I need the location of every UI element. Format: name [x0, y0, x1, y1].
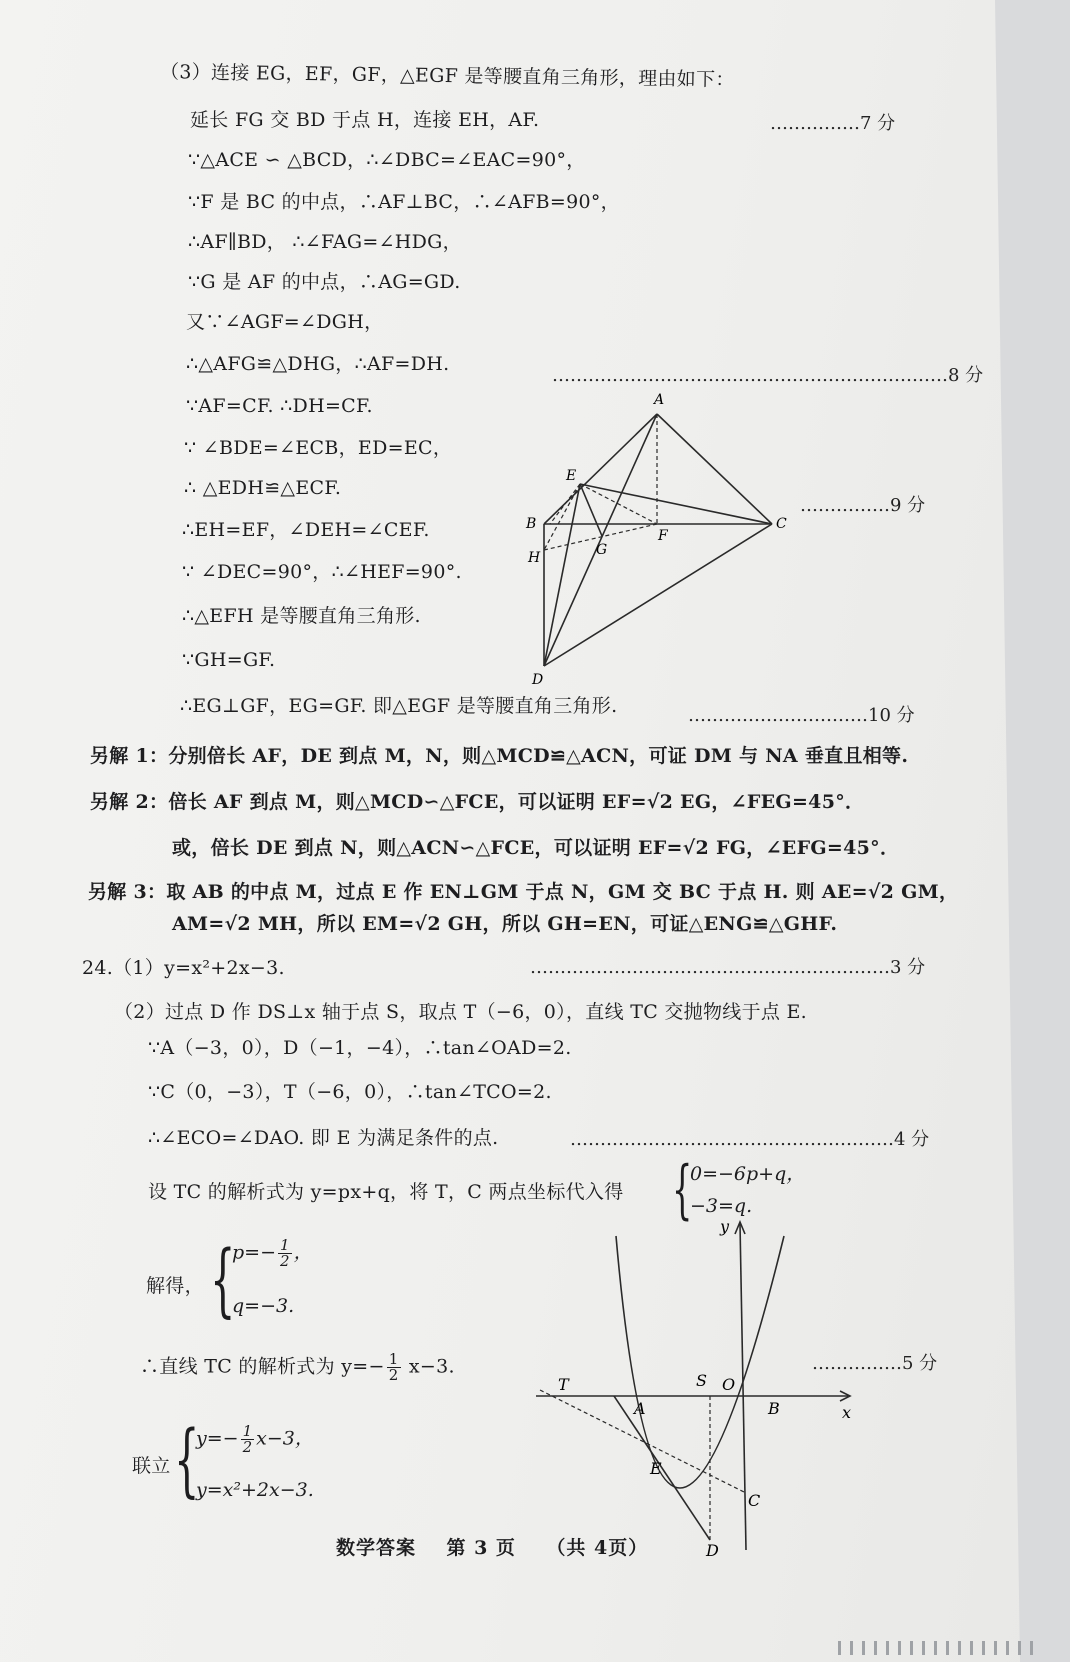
join-label: 联立 [132, 1455, 171, 1477]
q24-part2-intro: （2）过点 D 作 DS⊥x 轴于点 S，取点 T（−6，0），直线 TC 交抛物线于点 E. [114, 1001, 808, 1023]
system2-eq1-fraction [278, 1238, 292, 1269]
label-t: T [558, 1375, 569, 1394]
q24-part1: 24.（1）y=x²+2x−3. [82, 957, 285, 979]
dashed-ef [580, 484, 657, 524]
brace-1: { [672, 1153, 693, 1227]
brace-3: { [174, 1413, 200, 1506]
label-h: H [528, 550, 541, 566]
label-e: E [650, 1459, 662, 1478]
brace-2: { [210, 1233, 236, 1326]
frac-num: 1 [242, 1422, 253, 1440]
alt-solution-2a: 另解 2：倍长 AF 到点 M，则△MCD∽△FCE，可以证明 EF=√2 EG，∠FEG=45°． [90, 791, 865, 813]
edge-eg [580, 484, 602, 536]
line-tc-fraction [387, 1352, 401, 1383]
edge-ac [657, 414, 772, 524]
label-b: B [526, 516, 537, 532]
q24-line-4: ∵C（0，−3），T（−6，0），∴tan∠TCO=2. [148, 1081, 552, 1103]
score-3: ……………………………………………………3 分 [530, 957, 926, 978]
proof-line-5: ∴AF∥BD， ∴∠FAG=∠HDG， [188, 231, 462, 253]
parabola-figure [530, 1220, 860, 1560]
line-tc-expression [140, 1352, 455, 1383]
proof-line-10: ∵ ∠BDE=∠ECB，ED=EC， [184, 437, 453, 459]
label-e: E [566, 468, 577, 484]
label-f: F [658, 528, 668, 544]
proof-line-16: ∴EG⊥GF，EG=GF. 即△EGF 是等腰直角三角形. [180, 695, 618, 717]
proof-line-6: ∵G 是 AF 的中点，∴AG=GD. [188, 271, 461, 293]
system1-eq2: −3=q. [690, 1195, 753, 1217]
score-4: ………………………………………………4 分 [570, 1129, 930, 1150]
proof-line-15: ∵GH=GF. [182, 649, 276, 671]
system2-eq1-lhs: p=− [232, 1241, 277, 1264]
line-tc-suffix: x−3. [402, 1355, 455, 1378]
proof-line-14: ∴△EFH 是等腰直角三角形. [182, 605, 421, 627]
frac-den: 2 [388, 1366, 399, 1384]
frac-den: 2 [280, 1252, 290, 1270]
score-8: …………………………………………………………8 分 [552, 365, 984, 386]
horizontal-scrollbar[interactable] [838, 1640, 1044, 1656]
system3-eq2: y=x²+2x−3. [196, 1479, 314, 1501]
edge-ec [580, 484, 772, 524]
label-d: D [532, 672, 544, 688]
q24-line-5: ∴∠ECO=∠DAO. 即 E 为满足条件的点. [148, 1127, 499, 1149]
score-5: ……………5 分 [812, 1353, 938, 1374]
geometry-figure [520, 384, 790, 694]
alt-solution-2b: 或，倍长 DE 到点 N，则△ACN∽△FCE，可以证明 EF=√2 FG，∠EFG=45°． [172, 837, 900, 859]
alt-solution-3a: 另解 3：取 AB 的中点 M，过点 E 作 EN⊥GM 于点 N，GM 交 BC 于点 H. 则 AE=√2 GM， [88, 881, 959, 903]
label-c: C [748, 1491, 761, 1510]
score-10: …………………………10 分 [688, 705, 915, 726]
parabola-curve [616, 1236, 784, 1488]
alt-solution-3b: AM=√2 MH，所以 EM=√2 GH，所以 GH=EN，可证△ENG≌△GHF. [172, 913, 838, 935]
edge-ab [544, 414, 657, 524]
label-c: C [776, 516, 787, 532]
edge-dc [544, 524, 772, 666]
proof-line-12: ∴EH=EF，∠DEH=∠CEF. [182, 519, 430, 541]
score-7: ……………7 分 [770, 113, 896, 134]
frac-den: 2 [242, 1438, 253, 1456]
alt-solution-1: 另解 1：分别倍长 AF，DE 到点 M，N，则△MCD≌△ACN，可证 DM 与 NA 垂直且相等. [90, 745, 909, 767]
proof-line-2: 延长 FG 交 BD 于点 H，连接 EH，AF. [190, 109, 540, 131]
proof-line-3: ∵△ACE ∽ △BCD，∴∠DBC=∠EAC=90°， [188, 149, 586, 171]
proof-line-11: ∴ △EDH≌△ECF. [184, 477, 342, 499]
system2-eq1-end: ， [293, 1241, 313, 1264]
system3-eq1-lhs: y=− [196, 1427, 239, 1450]
q24-line-3: ∵A（−3，0），D（−1，−4），∴tan∠OAD=2. [148, 1037, 572, 1059]
system2-eq2: q=−3. [232, 1295, 295, 1317]
label-d: D [706, 1541, 719, 1560]
proof-line-1: （3）连接 EG，EF，GF，△EGF 是等腰直角三角形，理由如下： [159, 60, 735, 92]
edge-ed [544, 484, 580, 666]
proof-line-13: ∵ ∠DEC=90°，∴∠HEF=90°. [182, 561, 462, 583]
label-g: G [596, 542, 608, 558]
system2-eq1 [232, 1238, 313, 1269]
proof-line-9: ∵AF=CF. ∴DH=CF. [186, 395, 373, 417]
system3-eq1-fraction [241, 1424, 255, 1455]
frac-num: 1 [280, 1236, 290, 1254]
score-9: ……………9 分 [800, 495, 926, 516]
label-a: A [634, 1399, 646, 1418]
line-tc-prefix: ∴直线 TC 的解析式为 y=− [140, 1355, 385, 1378]
segment-ad [614, 1396, 710, 1540]
edge-ad [544, 414, 657, 666]
label-a: A [654, 392, 665, 408]
system1-eq1: 0=−6p+q， [690, 1163, 806, 1185]
solve-label: 解得， [146, 1275, 204, 1297]
proof-line-7: 又∵∠AGF=∠DGH， [186, 311, 384, 333]
proof-line-8: ∴△AFG≌△DHG，∴AF=DH. [186, 353, 450, 375]
label-o: O [722, 1375, 736, 1394]
system3-eq1 [196, 1424, 314, 1455]
proof-line-4: ∵F 是 BC 的中点，∴AF⊥BC，∴∠AFB=90°， [188, 191, 620, 213]
label-x: x [842, 1403, 852, 1422]
label-b: B [768, 1399, 780, 1418]
label-y: y [720, 1220, 730, 1236]
label-s: S [696, 1371, 707, 1390]
system3-eq1-end: x−3， [256, 1427, 314, 1450]
page-footer: 数学答案 第 3 页 （共 4页） [336, 1537, 649, 1559]
q24-line-6: 设 TC 的解析式为 y=px+q，将 T，C 两点坐标代入得 [148, 1181, 624, 1203]
frac-num: 1 [388, 1350, 399, 1368]
